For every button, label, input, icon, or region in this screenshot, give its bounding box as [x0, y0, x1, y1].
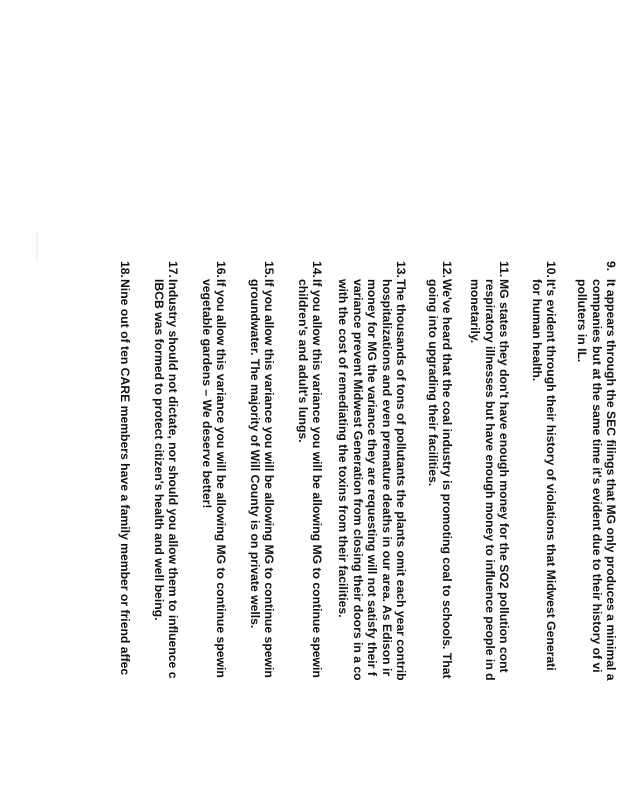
text-line: variance prevent Midwest Generation from closing their doors in a co [350, 279, 365, 681]
list-item-number: 11. [497, 261, 511, 278]
list-item-text [151, 279, 180, 679]
rotated-document-body [78, 255, 618, 800]
text-line: for human health. [529, 279, 544, 382]
text-line: with the cost of remediating the toxins from their facilities. [336, 279, 351, 618]
list-item-number: 18. [118, 261, 132, 278]
text-line: respiratory illnesses but have enough money to influence people in d [482, 279, 497, 681]
text-line: It's evident through their history of violations that Midwest Generati [544, 279, 558, 671]
list-item-number: 12. [440, 261, 454, 278]
list-item-number: 9. [604, 261, 618, 272]
text-line: children's and adult's lungs. [295, 279, 310, 443]
list-item-number: 17. [166, 261, 180, 278]
list-item-text [575, 279, 618, 681]
text-line: money for MG the variance they are requesting will not satisfy their f [365, 279, 380, 676]
list-item-text [425, 279, 454, 679]
list-item-text [118, 279, 132, 675]
text-line: The thousands of tons of pollutants the plants omit each year contrib [394, 279, 408, 681]
list-item-number: 14. [310, 261, 324, 278]
list-item-text [247, 279, 276, 678]
list-item-text [468, 279, 511, 681]
text-line: MG states they don't have enough money for the SO2 pollution cont [497, 279, 511, 673]
text-line: Industry should not dictate, nor should you allow them to influence c [166, 279, 180, 679]
list-item-number: 10. [544, 261, 558, 278]
text-line: polluters in IL. [575, 279, 590, 363]
text-line: companies but at the same time it's evident due to their history of vi [589, 279, 604, 673]
text-line: groundwater. The majority of Will County is on private wells. [247, 279, 262, 629]
text-line: It appears through the SEC filings that MG only produces a minimal a [604, 279, 618, 681]
text-line: IBCB was formed to protect citizen's health and well being. [151, 279, 166, 621]
list-item-number: 15. [262, 261, 276, 278]
text-line: If you allow this variance you will be allowing MG to continue spewin [262, 279, 276, 678]
scan-artifact [36, 232, 38, 262]
text-line: hospitalizations and even premature deaths in our area. As Edison ir [379, 279, 394, 677]
list-item-text [529, 279, 558, 671]
text-line: monetarily. [468, 279, 483, 344]
text-line: We've heard that the coal industry is promoting coal to schools. That [440, 279, 454, 679]
text-line: Nine out of ten CARE members have a family member or friend affec [118, 279, 132, 676]
list-item-text [295, 279, 324, 678]
list-item-text [199, 279, 228, 678]
text-line: If you allow this variance you will be allowing MG to continue spewin [310, 279, 324, 678]
list-item-text [336, 279, 408, 681]
list-item-number: 13. [394, 261, 408, 278]
text-line: vegetable gardens – We deserve better! [199, 279, 214, 509]
list-item-number: 16. [214, 261, 228, 278]
text-line: going into upgrading their facilities. [425, 279, 440, 487]
text-line: If you allow this variance you will be allowing MG to continue spewin [214, 279, 228, 678]
